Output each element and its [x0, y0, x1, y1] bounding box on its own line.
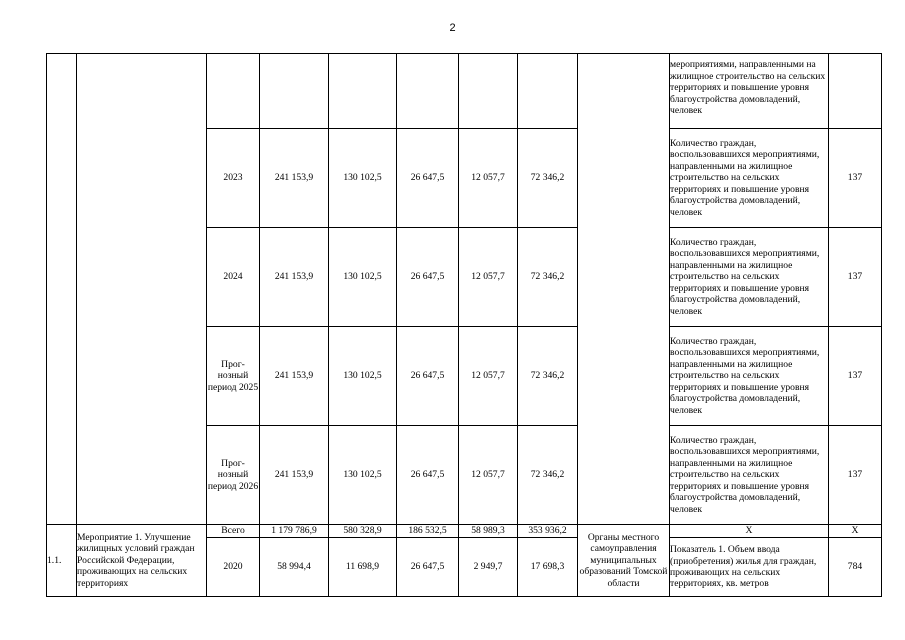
regional-cell [397, 54, 459, 129]
program-table [46, 53, 882, 597]
indicator-cell: X [670, 525, 829, 538]
period-cell: 2020 [207, 538, 260, 597]
regional-cell: 26 647,5 [397, 538, 459, 597]
federal-cell: 130 102,5 [329, 426, 397, 525]
period-cell: Прог-нозный период 2025 [207, 327, 260, 426]
indicator-value-cell: 137 [829, 228, 882, 327]
federal-cell: 130 102,5 [329, 228, 397, 327]
indicator-cell: Показатель 1. Объем ввода (приобретения) жилья для граждан, проживающих на сельских территориях, кв. метров [670, 538, 829, 597]
regional-cell: 26 647,5 [397, 327, 459, 426]
total-cell: 1 179 786,9 [260, 525, 329, 538]
executor-cell: Органы местного самоуправления муниципальных образований Томской области [578, 525, 670, 597]
measure-code: 1.1. [47, 525, 77, 597]
local-cell: 58 989,3 [459, 525, 518, 538]
measure-name: Мероприятие 1. Улучшение жилищных условий граждан Российской Федерации, проживающих на сельских территориях [77, 525, 207, 597]
federal-cell: 130 102,5 [329, 129, 397, 228]
total-cell: 58 994,4 [260, 538, 329, 597]
indicator-cell [670, 54, 829, 129]
period-cell: Прог-нозный период 2026 [207, 426, 260, 525]
total-cell [260, 54, 329, 129]
indicator-cell: Количество граждан, воспользовавшихся мероприятиями, направленными на жилищное строительство на сельских территориях и повышение уровня благоустройства домовладений, человек [670, 327, 829, 426]
federal-cell: 580 328,9 [329, 525, 397, 538]
extra-cell: 72 346,2 [518, 426, 578, 525]
indicator-value-cell [829, 54, 882, 129]
indicator-cell: Количество граждан, воспользовавшихся мероприятиями, направленными на жилищное строительство на сельских территориях и повышение уровня благоустройства домовладений, человек [670, 426, 829, 525]
total-cell: 241 153,9 [260, 426, 329, 525]
extra-cell: 72 346,2 [518, 228, 578, 327]
local-cell: 12 057,7 [459, 327, 518, 426]
local-cell [459, 54, 518, 129]
indicator-cell: Количество граждан, воспользовавшихся мероприятиями, направленными на жилищное строительство на сельских территориях и повышение уровня благоустройства домовладений, человек [670, 228, 829, 327]
indicator-value-cell: 784 [829, 538, 882, 597]
period-cell [207, 54, 260, 129]
local-cell: 2 949,7 [459, 538, 518, 597]
table-row [47, 525, 882, 538]
indicator-value-cell: 137 [829, 129, 882, 228]
indicator-value-cell: 137 [829, 327, 882, 426]
code-cell-blank [47, 54, 77, 525]
regional-cell: 186 532,5 [397, 525, 459, 538]
period-cell: 2024 [207, 228, 260, 327]
indicator-value-cell: 137 [829, 426, 882, 525]
regional-cell: 26 647,5 [397, 426, 459, 525]
total-cell: 241 153,9 [260, 327, 329, 426]
indicator-cell: Количество граждан, воспользовавшихся мероприятиями, направленными на жилищное строительство на сельских территориях и повышение уровня благоустройства домовладений, человек [670, 129, 829, 228]
extra-cell: 17 698,3 [518, 538, 578, 597]
extra-cell [518, 54, 578, 129]
extra-cell: 72 346,2 [518, 327, 578, 426]
indicator-text: мероприятиями, направленными на жилищное строительство на сельских территориях и повышение уровня благоустройства домовладений, человек [670, 59, 826, 117]
period-cell: Всего [207, 525, 260, 538]
federal-cell: 130 102,5 [329, 327, 397, 426]
regional-cell: 26 647,5 [397, 129, 459, 228]
executor-cell-blank [578, 54, 670, 525]
table-row [47, 54, 882, 129]
extra-cell: 72 346,2 [518, 129, 578, 228]
local-cell: 12 057,7 [459, 228, 518, 327]
indicator-value-cell: X [829, 525, 882, 538]
total-cell: 241 153,9 [260, 228, 329, 327]
local-cell: 12 057,7 [459, 129, 518, 228]
name-cell-blank [77, 54, 207, 525]
local-cell: 12 057,7 [459, 426, 518, 525]
total-cell: 241 153,9 [260, 129, 329, 228]
period-cell: 2023 [207, 129, 260, 228]
regional-cell: 26 647,5 [397, 228, 459, 327]
extra-cell: 353 936,2 [518, 525, 578, 538]
federal-cell: 11 698,9 [329, 538, 397, 597]
page-number: 2 [449, 22, 456, 34]
federal-cell [329, 54, 397, 129]
